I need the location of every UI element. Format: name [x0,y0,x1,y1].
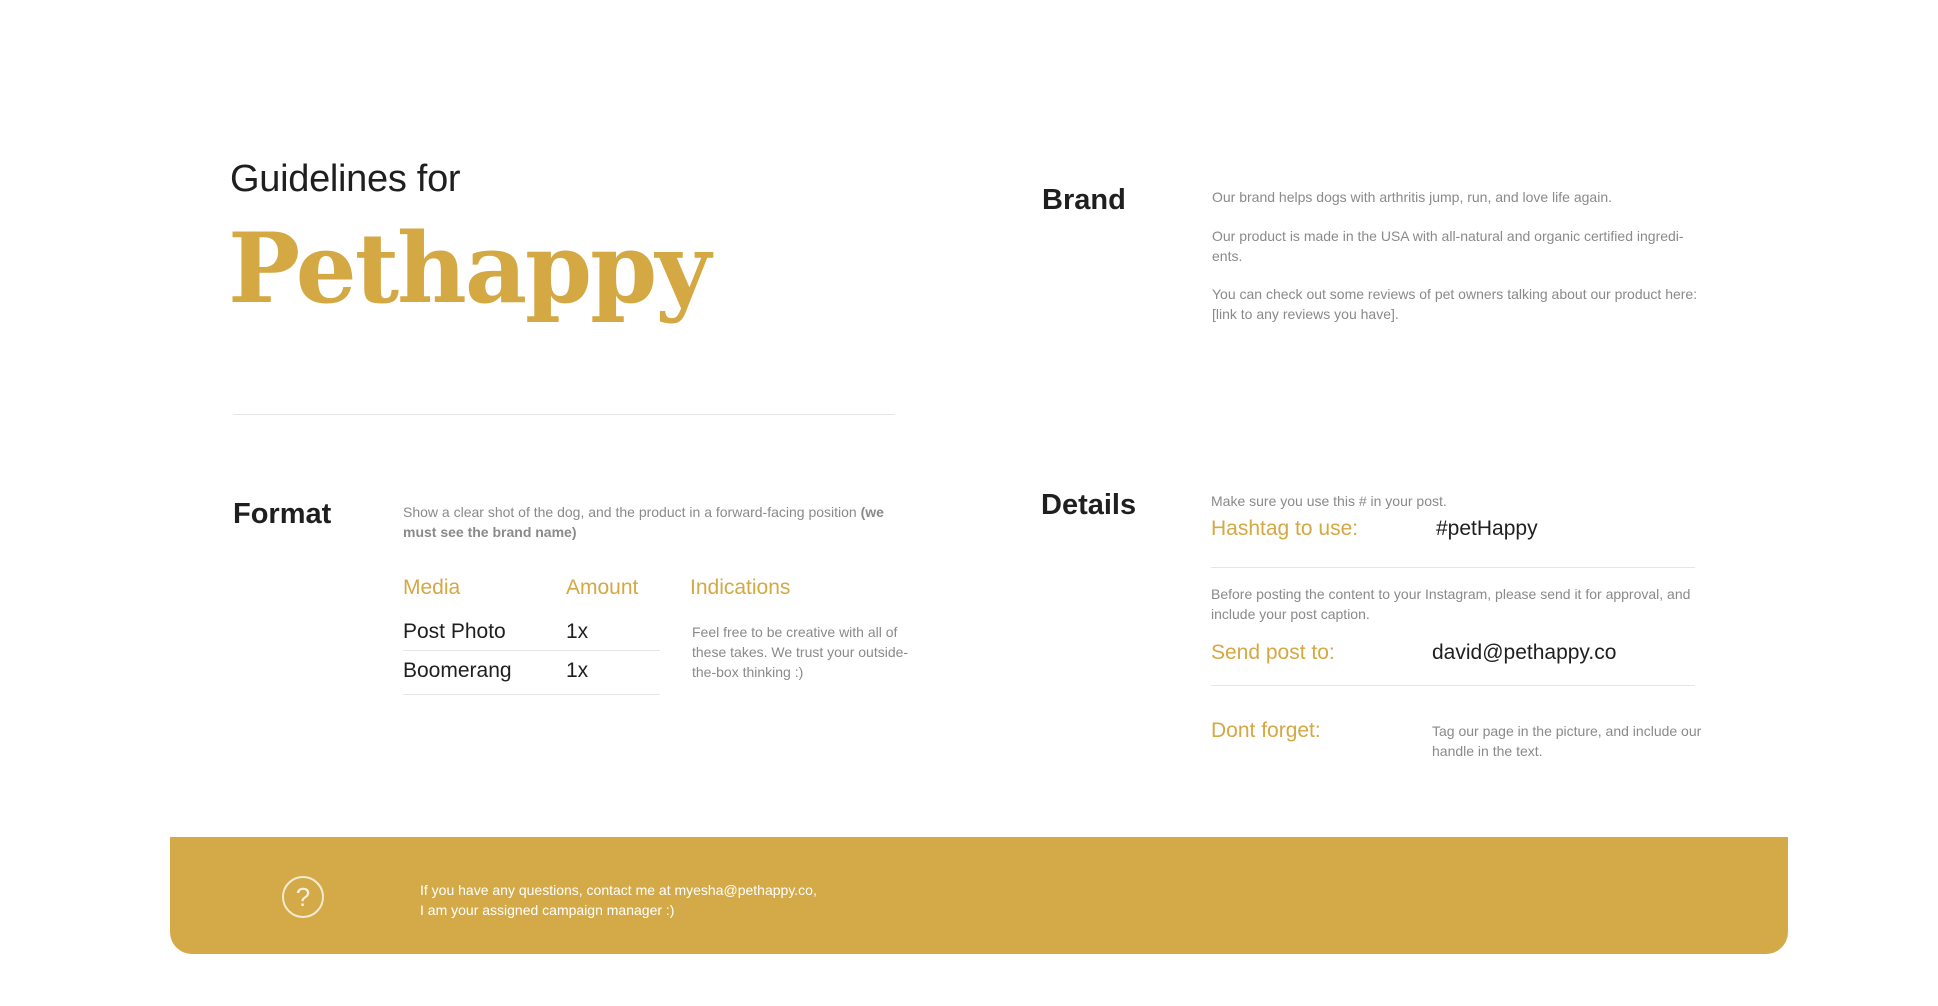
hashtag-value: #petHappy [1436,517,1538,540]
brand-paragraph-2: Our product is made in the USA with all-natural and organic certified ingredi-ents. [1212,228,1684,264]
question-circle-icon: ? [282,876,324,918]
table-row-amount: 1x [566,659,589,682]
details-divider [1211,567,1695,568]
table-row-divider [403,694,660,695]
details-divider [1211,685,1695,686]
header-divider [233,414,895,415]
details-heading: Details [1041,489,1137,521]
contact-line-2: I am your assigned campaign manager :) [420,902,675,918]
format-description-bold: (we must see the brand name) [403,504,884,540]
brand-paragraph-3: You can check out some reviews of pet owners talking about our product here: [link to any reviews you have]. [1212,286,1698,322]
column-header-amount: Amount [566,576,639,599]
dont-forget-label: Dont forget: [1211,719,1321,742]
guidelines-prefix: Guidelines for [230,158,461,200]
brand-heading: Brand [1042,184,1126,216]
format-description-text: Show a clear shot of the dog, and the product in a forward-facing position [403,504,857,520]
format-description [403,502,903,542]
format-heading: Format [233,498,332,530]
table-row-media: Boomerang [403,659,512,682]
send-post-email[interactable]: david@pethappy.co [1432,641,1617,664]
contact-text [420,880,1020,920]
column-header-media: Media [403,576,461,599]
brand-paragraph-1: Our brand helps dogs with arthritis jump, run, and love life again. [1212,189,1612,205]
table-row-amount: 1x [566,620,589,643]
hashtag-note: Make sure you use this # in your post. [1211,493,1447,509]
table-row-media: Post Photo [403,620,506,643]
send-post-label: Send post to: [1211,641,1335,664]
indications-text: Feel free to be creative with all of these takes. We trust your outside-the-box thinking :) [692,624,909,680]
contact-line-1: If you have any questions, contact me at myesha@pethappy.co, [420,882,817,898]
table-row-divider [403,650,660,651]
column-header-indications: Indications [690,576,791,599]
approval-note: Before posting the content to your Instagram, please send it for approval, and include your post caption. [1211,586,1691,622]
hashtag-label: Hashtag to use: [1211,517,1359,540]
brand-title: Pethappy [228,212,710,325]
dont-forget-text: Tag our page in the picture, and include our handle in the text. [1432,723,1702,759]
